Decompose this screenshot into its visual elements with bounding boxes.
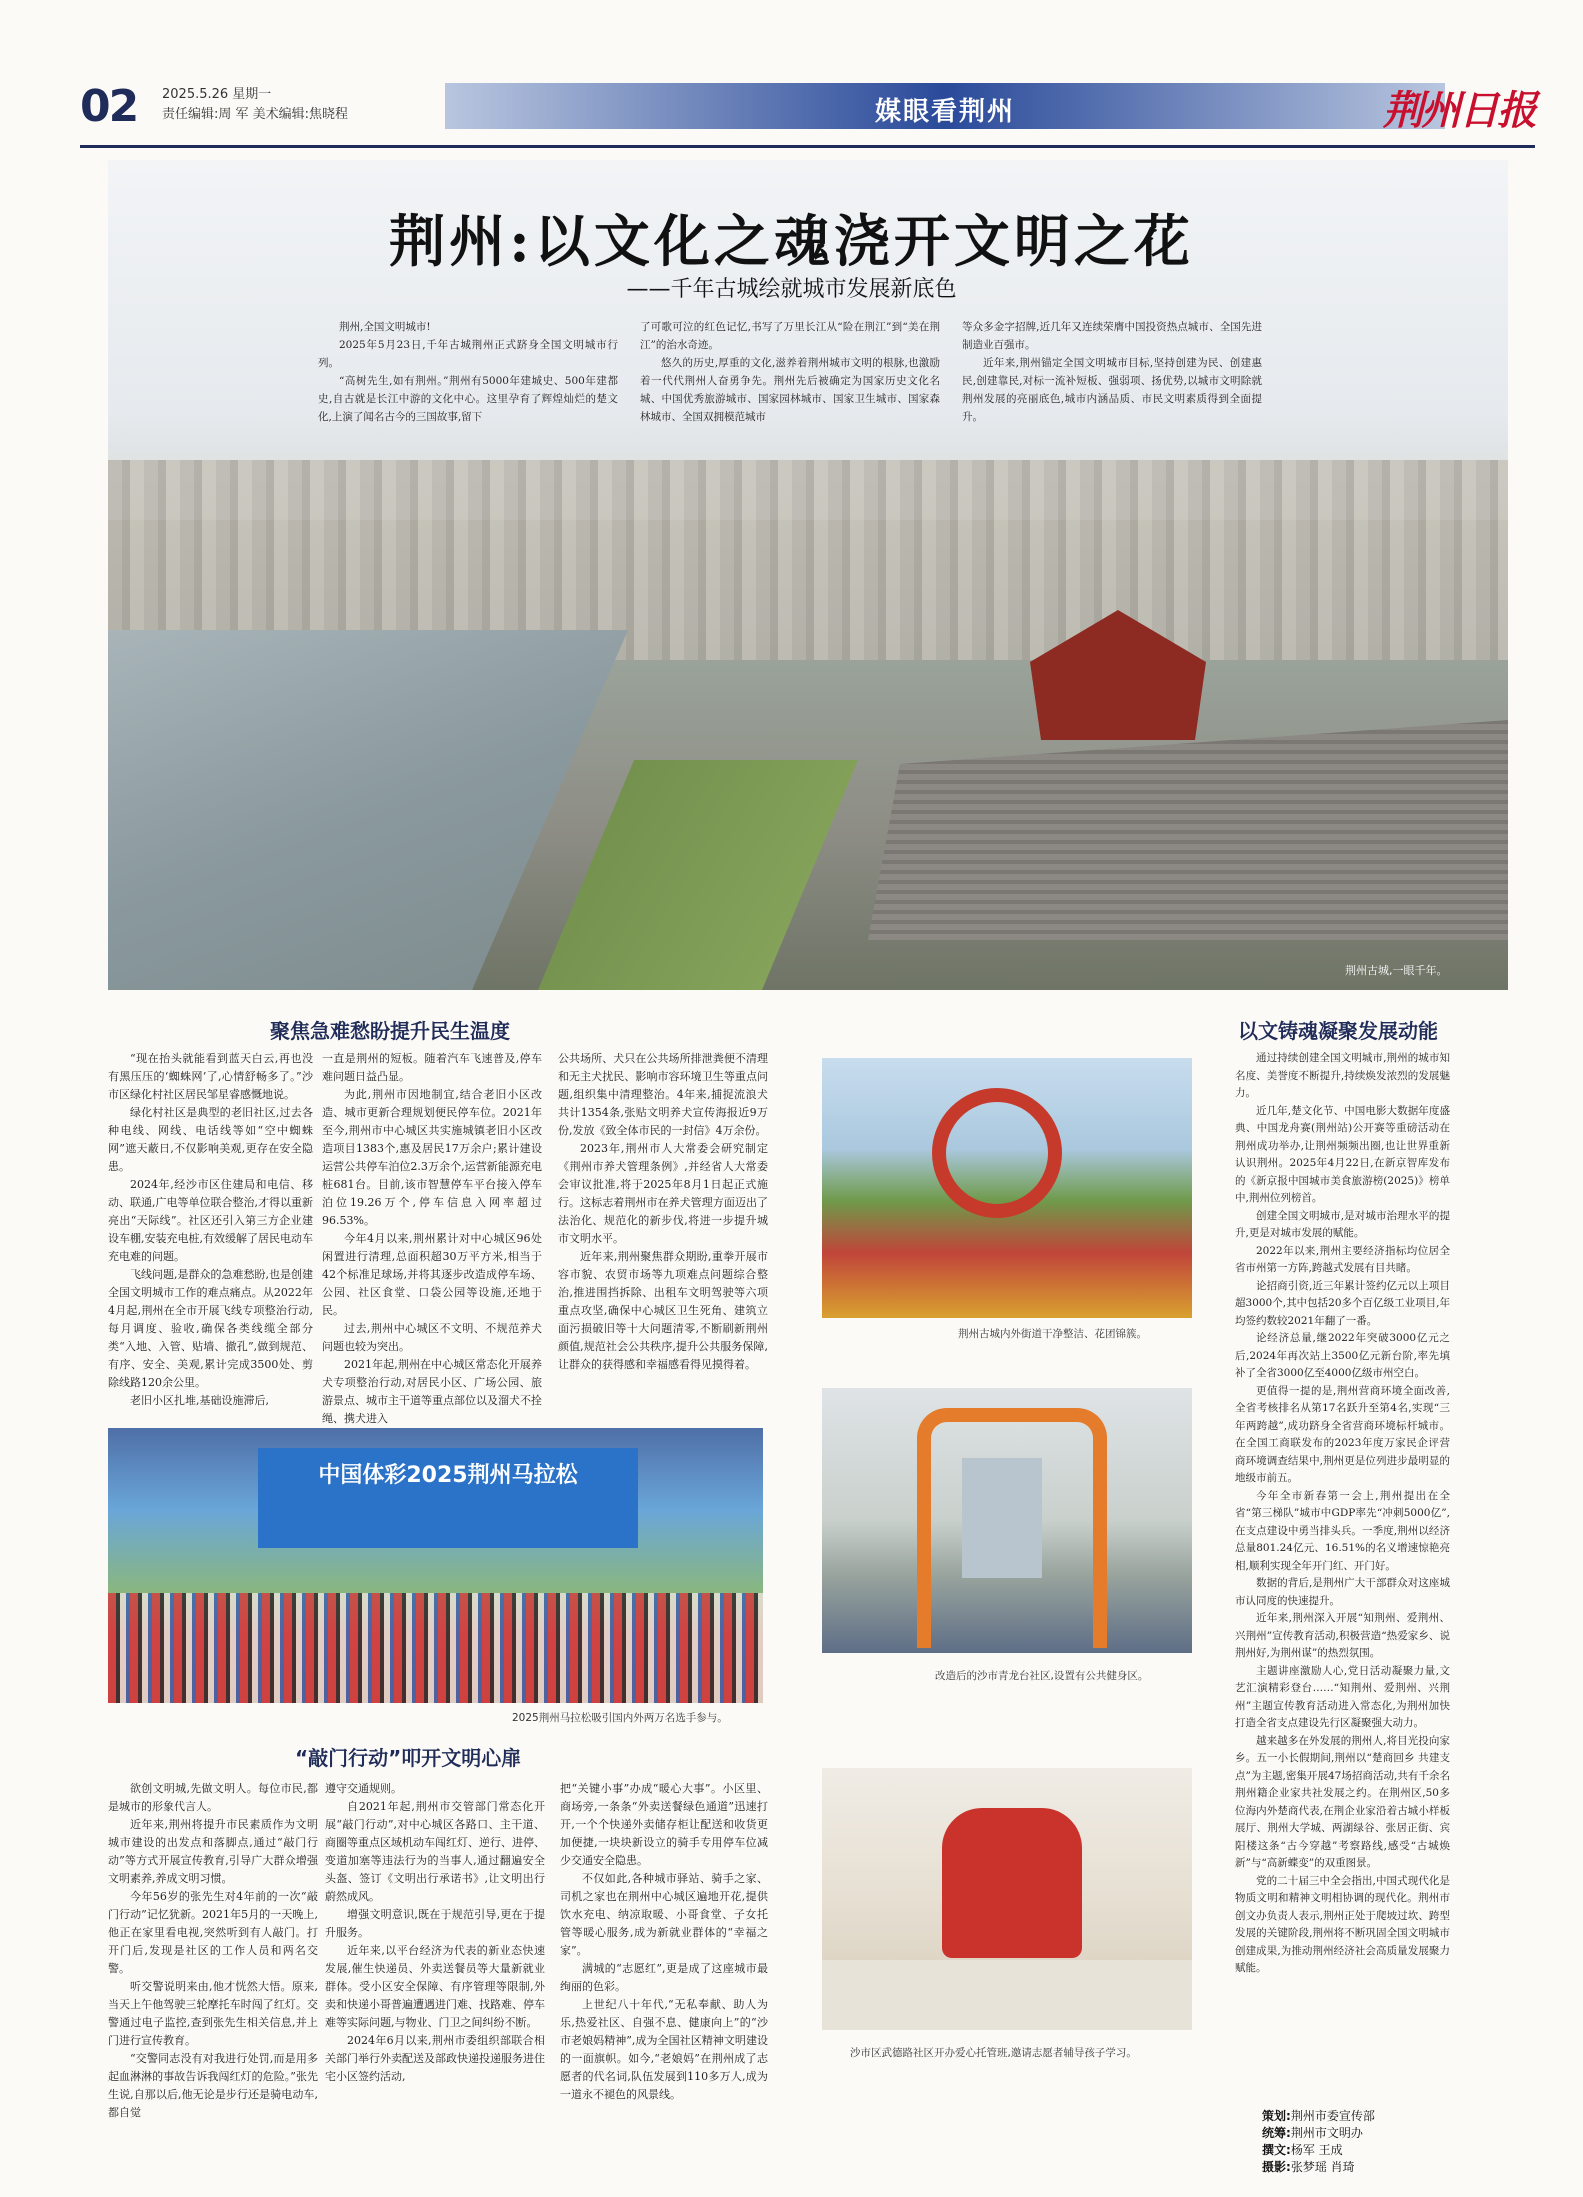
paragraph: 增强文明意识,既在于规范引导,更在于提升服务。 xyxy=(325,1908,545,1939)
paragraph: 今年全市新春第一会上,荆州提出在全省“第三梯队”城市中GDP率先“冲刺5000亿”,在支点建设中勇当排头兵。一季度,荆州以经济总量801.24亿元、16.51%的名义增速惊艳亮相,顺利实现全年开门红、开门好。 xyxy=(1235,1489,1450,1572)
credits-box xyxy=(1262,2108,1375,2176)
section2-column-1 xyxy=(108,1780,318,2122)
intro-column-2 xyxy=(640,318,940,426)
section1-column-3 xyxy=(558,1050,768,1374)
paragraph: 主题讲座激励人心,党日活动凝聚力量,文艺汇演精彩登台……“知荆州、爱荆州、兴荆州”主题宣传教育活动进入常态化,为荆州加快打造全省支点建设先行区凝聚强大动力。 xyxy=(1235,1664,1450,1729)
paragraph: “交警同志没有对我进行处罚,而是用多起血淋淋的事故告诉我闯红灯的危险。”张先生说,自那以后,他无论是步行还是骑电动车,都自觉 xyxy=(108,2052,318,2119)
fitness-caption: 改造后的沙市青龙台社区,设置有公共健身区。 xyxy=(935,1670,1149,1682)
intro-paragraph: 2025年5月23日,千年古城荆州正式跻身全国文明城市行列。 xyxy=(318,339,618,369)
paragraph: 今年4月以来,荆州累计对中心城区96处闲置进行清理,总面积超30万平方米,相当于42个标准足球场,并将其逐步改造成停车场、公园、社区食堂、口袋公园等设施,还地于民。 xyxy=(322,1232,542,1317)
paragraph: 通过持续创建全国文明城市,荆州的城市知名度、美誉度不断提升,持续焕发浓烈的发展魅力。 xyxy=(1235,1052,1450,1099)
hero-park-path xyxy=(538,760,858,990)
editors-line: 责任编辑:周 军 美术编辑:焦晓程 xyxy=(162,107,349,122)
paragraph: 论招商引资,近三年累计签约亿元以上项目超3000个,其中包括20多个百亿级工业项目,年均签约数较2021年翻了一番。 xyxy=(1235,1279,1450,1327)
intro-paragraph: “高树先生,如有荆州。”荆州有5000年建城史、500年建都史,自古就是长江中游的文化中心。这里孕育了辉煌灿烂的楚文化,上演了闻名古今的三国故事,留下 xyxy=(318,375,618,423)
paragraph: 为此,荆州市因地制宜,结合老旧小区改造、城市更新合理规划便民停车位。2021年至今,荆州市中心城区共实施城镇老旧小区改造项目1383个,惠及居民17万余户;累计建设运营公共停车泊位2.3万余个,运营新能源充电桩681台。目前,该市智慧停车平台接入停车泊位19.26万个,停车信息入网率超过96.53%。 xyxy=(322,1088,542,1227)
headline: 荆州:以文化之魂浇开文明之花 xyxy=(389,209,1194,275)
section2-column-3 xyxy=(560,1780,768,2104)
paragraph: 党的二十届三中全会指出,中国式现代化是物质文明和精神文明相协调的现代化。荆州市创文办负责人表示,荆州正处于爬坡过坎、跨型发展的关键阶段,荆州将不断巩固全国文明城市创建成果,为推动荆州经济社会高质量发展聚力赋能。 xyxy=(1235,1874,1450,1974)
section1-column-1 xyxy=(108,1050,313,1410)
paragraph: 把“关键小事”办成“暖心大事”。小区里、商场旁,一条条“外卖送餐绿色通道”迅速打开,一个个快递外卖储存柜让配送和收货更加便捷,一块块新设立的骑手专用停车位减少交通安全隐患。 xyxy=(560,1782,768,1867)
page-number: 02 xyxy=(80,81,138,132)
marathon-runners xyxy=(108,1593,763,1703)
hero-river xyxy=(108,630,628,990)
intro-paragraph: 了可歌可泣的红色记忆,书写了万里长江从“险在荆江”到“美在荆江”的治水奇迹。 xyxy=(640,321,940,351)
section1-title: 聚焦急难愁盼提升民生温度 xyxy=(270,1019,510,1043)
paragraph: 数据的背后,是荆州广大干部群众对这座城市认同度的快速提升。 xyxy=(1235,1577,1450,1607)
header-rule xyxy=(80,145,1535,148)
credit-value: 杨军 王成 xyxy=(1290,2143,1343,2157)
hero-caption: 荆州古城,一眼千年。 xyxy=(1345,964,1448,977)
credit-line xyxy=(1262,2142,1375,2159)
section1-column-2 xyxy=(322,1050,542,1428)
credit-value: 张梦瑶 肖琦 xyxy=(1290,2160,1355,2174)
date-line: 2025.5.26 星期一 xyxy=(162,87,272,102)
volunteer-figure xyxy=(942,1808,1082,1958)
garden-caption: 荆州古城内外街道干净整洁、花团锦簇。 xyxy=(958,1328,1147,1340)
marathon-caption: 2025荆州马拉松吸引国内外两万名选手参与。 xyxy=(512,1712,728,1724)
paragraph: 绿化村社区是典型的老旧社区,过去各种电线、网线、电话线等如“空中蜘蛛网”遮天蔽日,不仅影响美观,更存在安全隐患。 xyxy=(108,1106,313,1173)
paragraph: 2022年以来,荆州主要经济指标均位居全省市州第一方阵,跨越式发展有目共睹。 xyxy=(1235,1244,1450,1274)
paragraph: 越来越多在外发展的荆州人,将目光投向家乡。五一小长假期间,荆州以“楚商回乡 共建支点”为主题,密集开展47场招商活动,共有千余名荆州籍企业家共社发展之约。在荆州区,50多位海内外楚商代表,在荆企业家沿着古城小样板展厅、荆州大学城、两湖绿谷、张居正街、宾阳楼这条“古今穿越”考察路线,感受“古城焕新”与“高新蝶变”的双重图景。 xyxy=(1235,1734,1450,1869)
paragraph: 满城的“志愿红”,更是成了这座城市最绚丽的色彩。 xyxy=(560,1962,768,1993)
paragraph: 2024年,经沙市区住建局和电信、移动、联通,广电等单位联合整治,才得以重新亮出“天际线”。社区还引入第三方企业建设车棚,安装充电桩,有效缓解了居民电动车充电难的问题。 xyxy=(108,1178,313,1263)
credit-line xyxy=(1262,2125,1375,2142)
classroom-caption: 沙市区武德路社区开办爱心托管班,邀请志愿者辅导孩子学习。 xyxy=(850,2047,1137,2059)
section-banner-title: 媒眼看荆州 xyxy=(874,97,1015,127)
section3-title: 以文铸魂凝聚发展动能 xyxy=(1238,1019,1438,1043)
garden-ring-sculpture xyxy=(932,1088,1062,1218)
section2-title: “敲门行动”叩开文明心扉 xyxy=(295,1746,522,1770)
paragraph: 上世纪八十年代,“无私奉献、助人为乐,热爱社区、自强不息、健康向上”的“沙市老娘妈精神”,成为全国社区精神文明建设的一面旗帜。如今,“老娘妈”在荆州成了志愿者的代名词,队伍发展到110多万人,成为一道永不褪色的风景线。 xyxy=(560,1998,768,2101)
intro-paragraph: 等众多金字招牌,近几年又连续荣膺中国投资热点城市、全国先进制造业百强市。 xyxy=(962,321,1262,351)
credit-label: 撰文: xyxy=(1262,2143,1291,2157)
hero-city-wall xyxy=(868,720,1508,940)
paragraph: 近年来,荆州深入开展“知荆州、爱荆州、兴荆州”宣传教育活动,积极营造“热爱家乡、说荆州好,为荆州谋”的热烈氛围。 xyxy=(1235,1612,1450,1659)
section-banner xyxy=(445,83,1445,129)
credit-label: 摄影: xyxy=(1262,2160,1291,2174)
header-meta xyxy=(162,85,348,125)
paragraph: 不仅如此,各种城市驿站、骑手之家、司机之家也在荆州中心城区遍地开花,提供饮水充电、纳凉取暖、小哥食堂、子女托管等暖心服务,成为新就业群体的“幸福之家”。 xyxy=(560,1872,768,1957)
paragraph: 听交警说明来由,他才恍然大悟。原来,当天上午他驾驶三轮摩托车时闯了红灯。交警通过电子监控,查到张先生相关信息,并上门进行宣传教育。 xyxy=(108,1980,318,2047)
paragraph: 欲创文明城,先做文明人。每位市民,都是城市的形象代言人。 xyxy=(108,1782,318,1813)
paragraph: 2021年起,荆州在中心城区常态化开展养犬专项整治行动,对居民小区、广场公园、旅游景点、城市主干道等重点部位以及溜犬不拴绳、携犬进入 xyxy=(322,1358,542,1425)
paragraph: 老旧小区扎堆,基础设施滞后, xyxy=(130,1394,269,1407)
paragraph: 创建全国文明城市,是对城市治理水平的提升,更是对城市发展的赋能。 xyxy=(1235,1209,1450,1239)
paragraph: 论经济总量,继2022年突破3000亿元之后,2024年再次站上3500亿元新台阶,率先填补了全省3000亿至4000亿级市州空白。 xyxy=(1235,1332,1450,1379)
marathon-banner-text: 中国体彩2025荆州马拉松 xyxy=(318,1463,578,1488)
paragraph: 近年来,荆州将提升市民素质作为文明城市建设的出发点和落脚点,通过“敲门行动”等方式开展宣传教育,引导广大群众增强文明素养,养成文明习惯。 xyxy=(108,1818,318,1885)
credit-label: 策划: xyxy=(1262,2109,1291,2123)
paragraph: “现在抬头就能看到蓝天白云,再也没有黑压压的‘蜘蛛网’了,心情舒畅多了。”沙市区绿化村社区居民邹星睿感慨地说。 xyxy=(108,1052,313,1101)
paragraph: 一直是荆州的短板。随着汽车飞速普及,停车难问题日益凸显。 xyxy=(322,1052,542,1083)
page-header xyxy=(80,75,1535,145)
fitness-panel xyxy=(962,1458,1042,1578)
intro-paragraph: 荆州,全国文明城市! xyxy=(339,321,431,333)
paragraph: 过去,荆州中心城区不文明、不规范养犬问题也较为突出。 xyxy=(322,1322,542,1353)
paragraph: 2024年6月以来,荆州市委组织部联合相关部门举行外卖配送及部政快递投递服务进住宅小区签约活动, xyxy=(325,2034,545,2083)
paragraph: 近年来,荆州聚焦群众期盼,重拳开展市容市貌、农贸市场等九项难点问题综合整治,推进围挡拆除、出租车文明驾驶等六项重点攻坚,确保中心城区卫生死角、建筑立面污损破旧等十大问题清零,不断刷新荆州颜值,规范社会公共秩序,提升公共服务保障,让群众的获得感和幸福感看得见摸得着。 xyxy=(558,1250,768,1371)
section2-column-2 xyxy=(325,1780,545,2086)
paragraph: 近几年,楚文化节、中国电影大数据年度盛典、中国龙舟赛(荆州站)公开赛等重磅活动在荆州成功举办,让荆州频频出圈,也让世界重新认识荆州。2025年4月22日,在新京智库发布的《新京报中国城市美食旅游榜(2025)》榜单中,荆州位列榜首。 xyxy=(1235,1104,1450,1204)
paragraph: 更值得一提的是,荆州营商环境全面改善,全省考核排名从第17名跃升至第4名,实现“三年两跨越”,成功跻身全省营商环境标杆城市。在全国工商联发布的2023年度万家民企评营商环境调查结果中,荆州更是位列进步最明显的地级市前五。 xyxy=(1235,1384,1450,1484)
paragraph: 公共场所、犬只在公共场所排泄粪便不清理和无主犬扰民、影响市容环境卫生等重点问题,组织集中清理整治。4年来,捕捉流浪犬共计1354条,张贴文明养犬宣传海报近9万份,发放《致全体市民的一封信》4万余份。 xyxy=(558,1052,768,1137)
paragraph: 自2021年起,荆州市交管部门常态化开展“敲门行动”,对中心城区各路口、主干道、商圈等重点区域机动车闯红灯、逆行、进停、变道加塞等违法行为的当事人,通过翻遍安全头盔、签订《文明出行承诺书》,让文明出行蔚然成风。 xyxy=(325,1800,545,1903)
paragraph: 近年来,以平台经济为代表的新业态快速发展,催生快递员、外卖送餐员等大量新就业群体。受小区安全保障、有序管理等限制,外卖和快递小哥普遍遭遇进门难、找路难、停车难等实际问题,与物业、门卫之间纠纷不断。 xyxy=(325,1944,545,2029)
intro-column-3 xyxy=(962,318,1262,426)
paragraph: 今年56岁的张先生对4年前的一次“敲门行动”记忆犹新。2021年5月的一天晚上,他正在家里看电视,突然听到有人敲门。打开门后,发现是社区的工作人员和两名交警。 xyxy=(108,1890,318,1975)
fitness-photo xyxy=(822,1388,1192,1653)
intro-paragraph: 悠久的历史,厚重的文化,滋养着荆州城市文明的根脉,也激励着一代代荆州人奋勇争先。荆州先后被确定为国家历史文化名城、中国优秀旅游城市、国家园林城市、国家卫生城市、国家森林城市、全国双拥模范城市 xyxy=(640,357,940,423)
paragraph: 飞线问题,是群众的急难愁盼,也是创建全国文明城市工作的难点痛点。从2022年4月起,荆州在全市开展飞线专项整治行动,每月调度、验收,确保各类线缆全部分类“入地、入管、贴墙、撤孔”,做到规范、有序、安全、美观,累计完成3500处、剪除线路120余公里。 xyxy=(108,1268,313,1389)
classroom-desk xyxy=(822,1960,1192,2030)
garden-photo xyxy=(822,1058,1192,1318)
credit-line xyxy=(1262,2159,1375,2176)
classroom-photo xyxy=(822,1768,1192,2030)
section3-column xyxy=(1235,1050,1450,1978)
paragraph: 遵守交通规则。 xyxy=(325,1782,402,1795)
credit-value: 荆州市委宣传部 xyxy=(1290,2109,1375,2123)
intro-column-1 xyxy=(318,318,618,426)
marathon-photo xyxy=(108,1428,763,1703)
subheadline: ——千年古城绘就城市发展新底色 xyxy=(626,277,957,302)
paragraph: 2023年,荆州市人大常委会研究制定《荆州市养犬管理条例》,并经省人大常委会审议批准,将于2025年8月1日起正式施行。这标志着荆州市在养犬管理方面迈出了法治化、规范化的新步伐,将进一步提升城市文明水平。 xyxy=(558,1142,768,1245)
intro-paragraph: 近年来,荆州锚定全国文明城市目标,坚持创建为民、创建惠民,创建靠民,对标一流补短板、强弱项、扬优势,以城市文明除就荆州发展的亮丽底色,城市内涵品质、市民文明素质得到全面提升。 xyxy=(962,357,1262,423)
credit-value: 荆州市文明办 xyxy=(1290,2126,1363,2140)
credit-label: 统筹: xyxy=(1262,2126,1291,2140)
newspaper-logo: 荆州日报 xyxy=(1383,87,1535,134)
credit-line xyxy=(1262,2108,1375,2125)
